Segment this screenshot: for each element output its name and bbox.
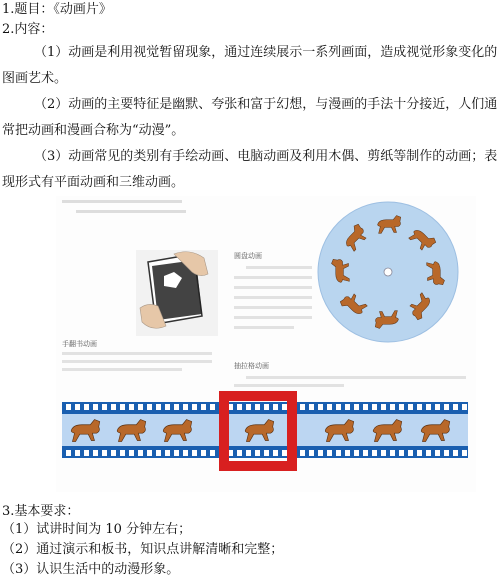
sprocket-hole [120,404,125,410]
sprocket-hole [282,450,287,456]
faint-text-line [234,384,344,387]
sprocket-hole [255,404,260,410]
sprocket-hole [147,404,152,410]
sprocket-hole [363,404,368,410]
sprocket-hole [138,404,143,410]
sprocket-hole [273,404,278,410]
sprocket-hole [138,450,143,456]
strip-caption: 抽拉格动画 [234,362,269,370]
sprocket-hole [300,404,305,410]
sprocket-hole [462,404,467,410]
sprocket-hole [246,404,251,410]
sprocket-hole [237,404,242,410]
sprocket-hole [165,450,170,456]
sprocket-hole [390,404,395,410]
sprocket-hole [426,404,431,410]
sprocket-hole [183,450,188,456]
sprocket-hole [156,450,161,456]
sprocket-hole [327,404,332,410]
sprocket-hole [264,450,269,456]
sprocket-hole [201,450,206,456]
sprocket-hole [462,450,467,456]
sprocket-hole [264,404,269,410]
sprocket-hole [129,404,134,410]
sprocket-hole [309,450,314,456]
sprocket-hole [435,404,440,410]
sprocket-hole [93,404,98,410]
sprocket-hole [363,450,368,456]
paragraph-1: （1）动画是利用视觉暂留现象，通过连续展示一系列画面，造成视觉形象变化的图画艺术。 [2,45,498,86]
sprocket-hole [93,450,98,456]
sprocket-hole [408,404,413,410]
faint-text-line [234,306,312,309]
sprocket-hole [336,450,341,456]
requirement-3: （3）认识生活中的动漫形象。 [2,562,180,577]
sprocket-hole [345,450,350,456]
sprocket-hole [426,450,431,456]
sprocket-hole [318,404,323,410]
faint-text-line [62,200,182,203]
sprocket-hole [408,450,413,456]
sprocket-hole [147,450,152,456]
film-strip [62,396,468,466]
sprocket-hole [435,450,440,456]
sprocket-hole [282,404,287,410]
sprocket-hole [453,450,458,456]
sprocket-hole [210,404,215,410]
requirements-heading: 3.基本要求： [2,504,80,519]
flipbook-image [136,250,218,336]
disc-caption: 圆盘动画 [234,252,262,260]
sprocket-hole [102,450,107,456]
sprocket-hole [444,404,449,410]
faint-text-line [234,286,312,289]
faint-text-line [234,316,312,319]
animation-illustration [56,196,476,492]
sprocket-hole [399,404,404,410]
faint-text-line [246,266,312,269]
sprocket-hole [210,450,215,456]
requirement-2: （2）通过演示和板书，知识点讲解清晰和完整； [2,542,284,557]
sprocket-hole [75,450,80,456]
sprocket-hole [354,450,359,456]
faint-text-line [62,352,212,355]
sprocket-hole [111,450,116,456]
sprocket-hole [381,404,386,410]
disc-center-hole [384,268,392,276]
heading-title: 1.题目：《动画片》 [2,2,112,17]
faint-text-line [234,326,294,329]
sprocket-hole [300,450,305,456]
sprocket-hole [129,450,134,456]
faint-text-line [62,368,182,371]
flipbook-caption: 手翻书动画 [62,340,97,348]
faint-text-line [76,210,186,213]
sprocket-hole [174,404,179,410]
sprocket-hole [381,450,386,456]
faint-text-line [246,376,466,379]
paragraph-2: （2）动画的主要特征是幽默、夸张和富于幻想，与漫画的手法十分接近，人们通常把动画和漫画合称为“动漫”。 [2,97,498,138]
sprocket-hole [192,450,197,456]
sprocket-hole [255,450,260,456]
illustration-svg [56,196,476,492]
faint-text-line [234,276,312,279]
sprocket-hole [111,404,116,410]
heading-content: 2.内容： [2,22,54,37]
sprocket-hole [453,404,458,410]
sprocket-hole [318,450,323,456]
sprocket-hole [390,450,395,456]
sprocket-hole [102,404,107,410]
sprocket-hole [183,404,188,410]
requirement-1: （1）试讲时间为 10 分钟左右； [2,522,192,537]
sprocket-hole [66,404,71,410]
sprocket-hole [84,450,89,456]
paragraph-3: （3）动画常见的类别有手绘动画、电脑动画及利用木偶、剪纸等制作的动画；表现形式有平面动画和三维动画。 [2,149,498,190]
sprocket-hole [399,450,404,456]
sprocket-hole [66,450,71,456]
sprocket-hole [336,404,341,410]
sprocket-hole [444,450,449,456]
sprocket-hole [345,404,350,410]
sprocket-hole [246,450,251,456]
sprocket-hole [174,450,179,456]
sprocket-hole [84,404,89,410]
sprocket-hole [192,404,197,410]
sprocket-hole [237,450,242,456]
sprocket-hole [120,450,125,456]
sprocket-hole [354,404,359,410]
sprocket-hole [75,404,80,410]
sprocket-hole [156,404,161,410]
spinning-disc [318,202,458,342]
sprocket-hole [372,450,377,456]
sprocket-hole [417,450,422,456]
sprocket-hole [327,450,332,456]
faint-text-line [62,360,212,363]
sprocket-hole [309,404,314,410]
sprocket-hole [273,450,278,456]
faint-text-line [234,296,312,299]
sprocket-hole [372,404,377,410]
sprocket-hole [165,404,170,410]
sprocket-hole [201,404,206,410]
sprocket-hole [417,404,422,410]
